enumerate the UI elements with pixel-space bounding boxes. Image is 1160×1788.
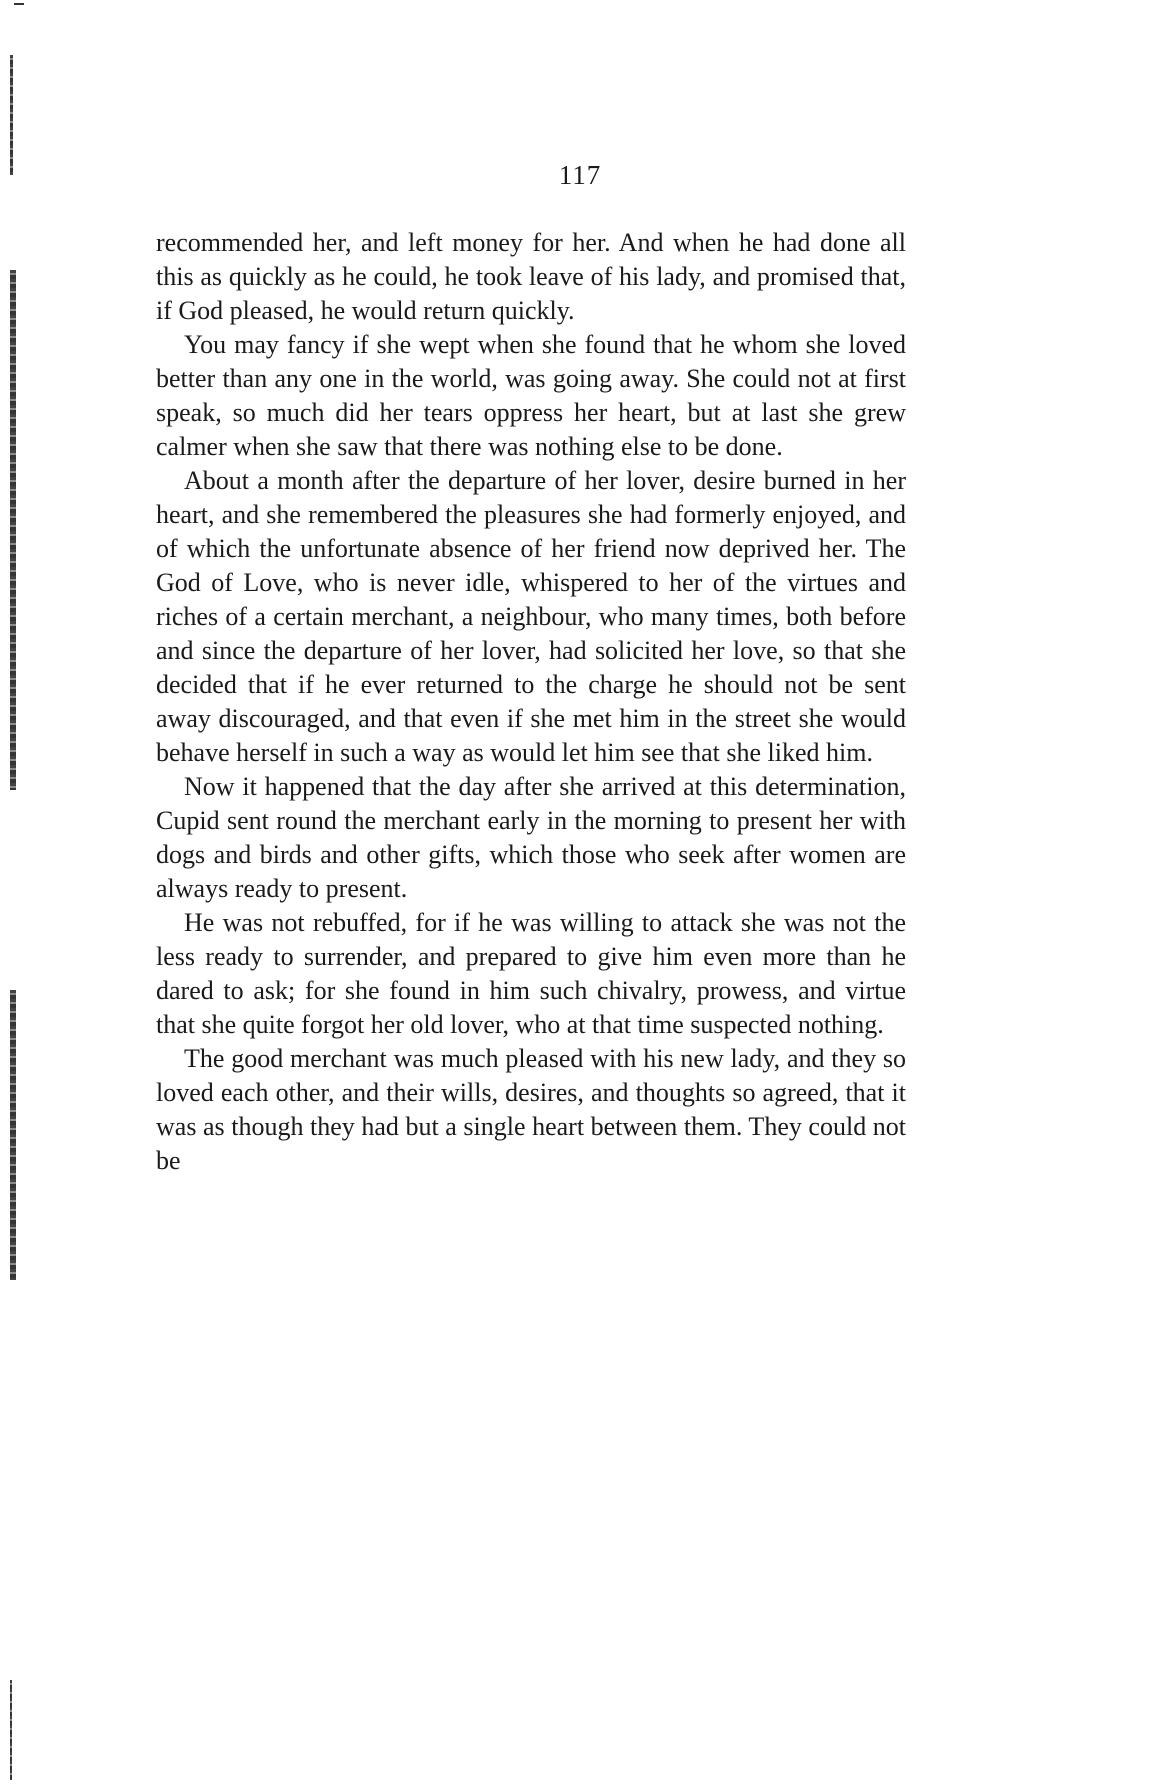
binding-edge-shadow — [10, 990, 16, 1280]
scan-corner-mark — [14, 3, 24, 5]
paragraph: You may fancy if she wept when she found that he whom she loved better than any one in the world, was going away. She could not at first speak, so much did her tears oppress her heart, but at last she grew calmer when she saw that there was nothing else to be done. — [156, 330, 906, 461]
paragraph: Now it happened that the day after she arrived at this determination, Cupid sent round the merchant early in the morning to present her with dogs and birds and other gifts, which those who seek after women are always ready to present. — [156, 772, 906, 903]
paragraph: About a month after the departure of her lover, desire burned in her heart, and she remembered the pleasures she had formerly enjoyed, and of which the unfortunate absence of her friend now deprived her. The God of Love, who is never idle, whispered to her of the virtues and riches of a certain merchant, a neighbour, who many times, both before and since the departure of her lover, had solicited her love, so that she decided that if he ever returned to the charge he should not be sent away discouraged, and that even if she met him in the street she would behave herself in such a way as would let him see that she liked him. — [156, 466, 906, 767]
paragraph: He was not rebuffed, for if he was willing to attack she was not the less ready to surrender, and prepared to give him even more than he dared to ask; for she found in him such chivalry, prowess, and virtue that she quite forgot her old lover, who at that time suspected nothing. — [156, 908, 906, 1039]
paragraph: recommended her, and left money for her. And when he had done all this as quickly as he could, he took leave of his lady, and promised that, if God pleased, he would return quickly. — [156, 228, 906, 325]
page-number: 117 — [558, 160, 602, 190]
binding-edge-shadow — [10, 270, 16, 790]
paragraph: The good merchant was much pleased with his new lady, and they so loved each other, and their wills, desires, and thoughts so agreed, that it was as though they had but a single heart between them. They could not be — [156, 1044, 906, 1175]
binding-edge-shadow — [10, 55, 13, 175]
body-text — [156, 226, 906, 1178]
binding-edge-shadow — [10, 1680, 12, 1780]
